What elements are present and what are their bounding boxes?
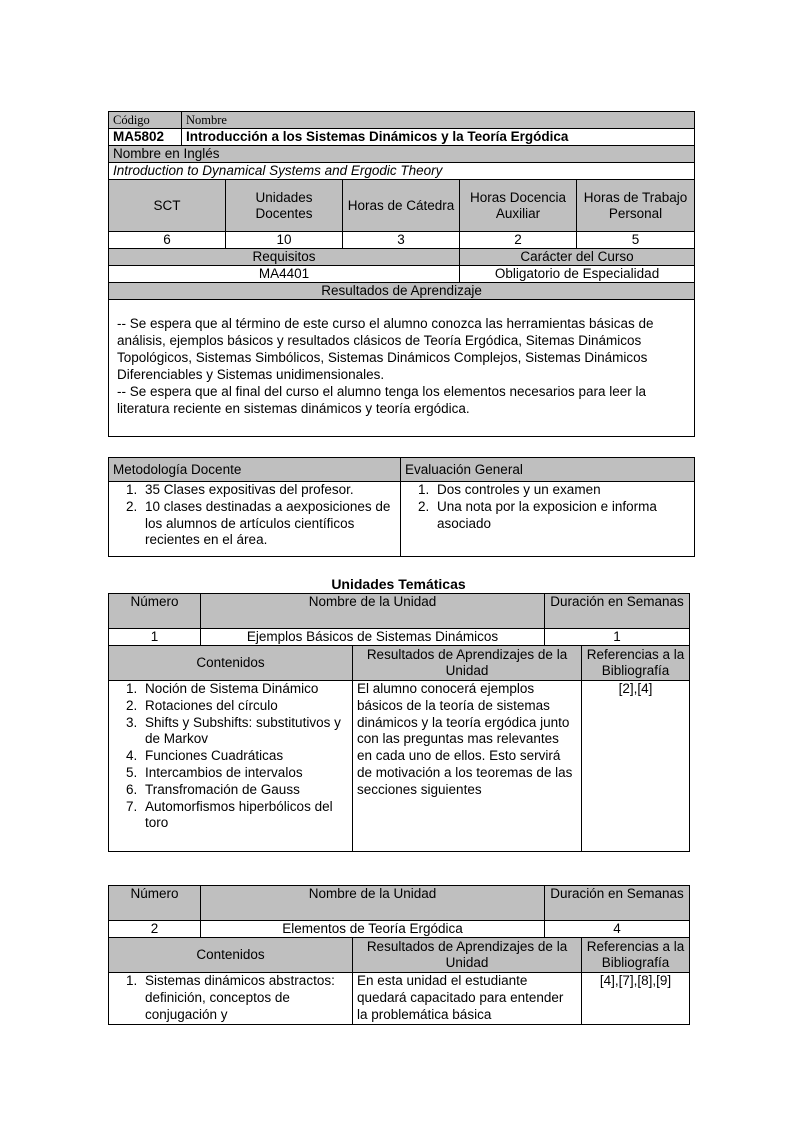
list-item: 1. Dos controles y un examen [433,482,690,499]
resultados-unidad-header: Resultados de Aprendizajes de la Unidad [353,938,582,973]
unit-numero-header: Número [109,886,201,921]
header-sct: SCT [109,180,226,232]
referencias-header: Referencias a la Bibliografía [582,938,690,973]
evaluacion-list [401,482,695,557]
list-item: 4. Funciones Cuadráticas [141,748,348,765]
header-unidades-docentes: Unidades Docentes [226,180,343,232]
unit-resultados: En esta unidad el estudiante quedará capacitado para entender la problemática básica [353,973,582,1025]
requisitos-label: Requisitos [109,249,460,266]
course-info-table [108,111,695,437]
value-unidades-docentes: 10 [226,232,343,249]
list-item: 7. Automorfismos hiperbólicos del toro [141,799,348,833]
unit-duracion: 1 [545,629,690,646]
metodologia-list [109,482,401,557]
list-item: 2. Una nota por la exposicion e informa asociado [433,499,690,533]
unit-referencias: [2],[4] [582,681,690,852]
course-code: MA5802 [109,129,182,146]
unit-numero-header: Número [109,594,201,629]
requisitos-value: MA4401 [109,266,460,283]
list-item: 1. Noción de Sistema Dinámico [141,681,348,698]
resultados-paragraph-2: -- Se espera que al final del curso el alumno tenga los elementos necesarios para leer la literatura reciente en sistemas dinámicos y teoría ergódica. [117,384,647,416]
value-horas-trabajo: 5 [577,232,695,249]
unit-nombre: Elementos de Teoría Ergódica [201,921,545,938]
header-horas-docencia: Horas Docencia Auxiliar [460,180,577,232]
metodologia-label: Metodología Docente [109,458,401,482]
metodologia-evaluacion-table [108,457,695,557]
list-item: 1. 35 Clases expositivas del profesor. [141,482,396,499]
list-item: 1. Sistemas dinámicos abstractos: definición, conceptos de conjugación y [141,973,348,1023]
unit-2-table [108,885,690,1025]
resultados-text [109,300,695,437]
contenidos-header: Contenidos [109,938,353,973]
evaluacion-label: Evaluación General [401,458,695,482]
header-horas-trabajo: Horas de Trabajo Personal [577,180,695,232]
list-item: 2. 10 clases destinadas a aexposiciones de los alumnos de artículos científicos recientes en el área. [141,499,396,549]
list-item: 2. Rotaciones del círculo [141,698,348,715]
unit-1-table [108,593,690,852]
nombre-label: Nombre [182,112,695,129]
contenidos-header: Contenidos [109,646,353,681]
unit-contenidos-list [109,973,353,1025]
nombre-ingles-label: Nombre en Inglés [109,146,695,163]
unit-resultados: El alumno conocerá ejemplos básicos de la teoría de sistemas dinámicos y la teoría ergódica junto con las preguntas mas relevantes en cada uno de ellos. Esto servirá de motivación a los teoremas de las secciones siguientes [353,681,582,852]
list-item: 6. Transfromación de Gauss [141,782,348,799]
resultados-unidad-header: Resultados de Aprendizajes de la Unidad [353,646,582,681]
header-horas-catedra: Horas de Cátedra [343,180,460,232]
resultados-paragraph-1: -- Se espera que al término de este curso el alumno conozca las herramientas básicas de análisis, ejemplos básicos y resultados clásicos de Teoría Ergódica, Sitemas Dinámicos Topológicos, Sistemas Simbólicos, Sistemas Dinámicos Complejos, Sistemas Dinámicos Diferenciables y Sistemas unidimensionales. [117,316,654,382]
unit-duracion: 4 [545,921,690,938]
value-horas-catedra: 3 [343,232,460,249]
referencias-header: Referencias a la Bibliografía [582,646,690,681]
value-horas-docencia: 2 [460,232,577,249]
codigo-label: Código [109,112,182,129]
unit-nombre-header: Nombre de la Unidad [201,594,545,629]
unit-referencias: [4],[7],[8],[9] [582,973,690,1025]
caracter-label: Carácter del Curso [460,249,695,266]
unit-numero: 2 [109,921,201,938]
value-sct: 6 [109,232,226,249]
list-item: 3. Shifts y Subshifts: substitutivos y de Markov [141,715,348,749]
unit-nombre: Ejemplos Básicos de Sistemas Dinámicos [201,629,545,646]
unit-duracion-header: Duración en Semanas [545,886,690,921]
resultados-label: Resultados de Aprendizaje [109,283,695,300]
unit-nombre-header: Nombre de la Unidad [201,886,545,921]
course-name-english: Introduction to Dynamical Systems and Ergodic Theory [109,163,695,180]
unit-duracion-header: Duración en Semanas [545,594,690,629]
unidades-tematicas-title: Unidades Temáticas [331,576,466,592]
course-name: Introducción a los Sistemas Dinámicos y la Teoría Ergódica [182,129,695,146]
list-item: 5. Intercambios de intervalos [141,765,348,782]
caracter-value: Obligatorio de Especialidad [460,266,695,283]
unit-contenidos-list [109,681,353,852]
unit-numero: 1 [109,629,201,646]
